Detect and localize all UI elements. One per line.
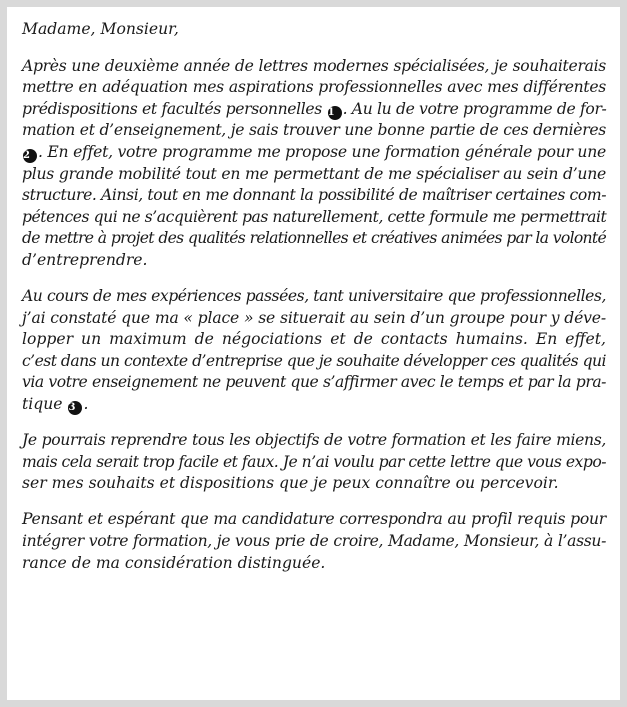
paragraph-3: [22, 430, 606, 495]
text-line: lopper un maximum de négociations et de contacts humains. En effet,: [22, 330, 606, 349]
letter-page: [7, 7, 620, 700]
footnote-marker-2: 2: [23, 149, 37, 163]
text-line: mais cela serait trop facile et faux. Je n’ai voulu par cette lettre que vous expo-: [22, 452, 606, 471]
text-line: rance de ma considération distinguée.: [22, 553, 326, 572]
footnote-marker-1: 1: [328, 106, 342, 120]
text-line: mettre en adéquation mes aspirations professionnelles avec mes différentes: [22, 78, 606, 97]
text-line: [22, 142, 606, 164]
paragraph-4: [22, 509, 606, 574]
text-line: structure. Ainsi, tout en me donnant la possibilité de maîtriser certaines com-: [22, 186, 607, 205]
text-line: plus grande mobilité tout en me permettant de me spécialiser au sein d’une: [22, 164, 606, 183]
text-line: Au cours de mes expériences passées, tant universitaire que professionnelles,: [22, 287, 606, 306]
text-fragment: prédispositions et facultés personnelles: [22, 99, 322, 118]
text-fragment: tique: [22, 395, 63, 413]
text-line: ser mes souhaits et dispositions que je peux connaître ou percevoir.: [22, 474, 559, 493]
text-line: de mettre à projet des qualités relationnelles et créatives animées par la volonté: [22, 229, 606, 248]
text-fragment: .: [83, 395, 89, 413]
text-line: via votre enseignement ne peuvent que s’affirmer avec le temps et par la pra-: [22, 373, 606, 392]
text-line: Après une deuxième année de lettres modernes spécialisées, je souhaiterais: [22, 56, 606, 75]
text-line: intégrer votre formation, je vous prie de croire, Madame, Monsieur, à l’assu-: [22, 531, 606, 550]
text-line: [22, 99, 606, 121]
text-line: mation et d’enseignement, je sais trouver une bonne partie de ces dernières: [22, 121, 606, 140]
footnote-marker-3: 3: [68, 401, 82, 415]
text-line: d’entreprendre.: [22, 250, 148, 269]
text-line: j’ai constaté que ma « place » se situerait au sein d’un groupe pour y déve-: [22, 308, 606, 327]
paragraph-2: [22, 286, 606, 416]
paragraph-1: [22, 56, 606, 272]
text-line: Pensant et espérant que ma candidature correspondra au profil requis pour: [22, 510, 606, 529]
text-fragment: . Au lu de votre programme de for-: [342, 99, 607, 118]
text-line: pétences qui ne s’acquièrent pas naturellement, cette formule me permettrait: [22, 207, 607, 226]
text-fragment: . En effet, votre programme me propose une formation générale pour une: [38, 142, 606, 161]
text-line: [22, 394, 606, 416]
greeting: Madame, Monsieur,: [22, 20, 179, 38]
text-line: c’est dans un contexte d’entreprise que je souhaite développer ces qualités qui: [22, 351, 606, 370]
text-line: Je pourrais reprendre tous les objectifs de votre formation et les faire miens,: [22, 431, 606, 450]
